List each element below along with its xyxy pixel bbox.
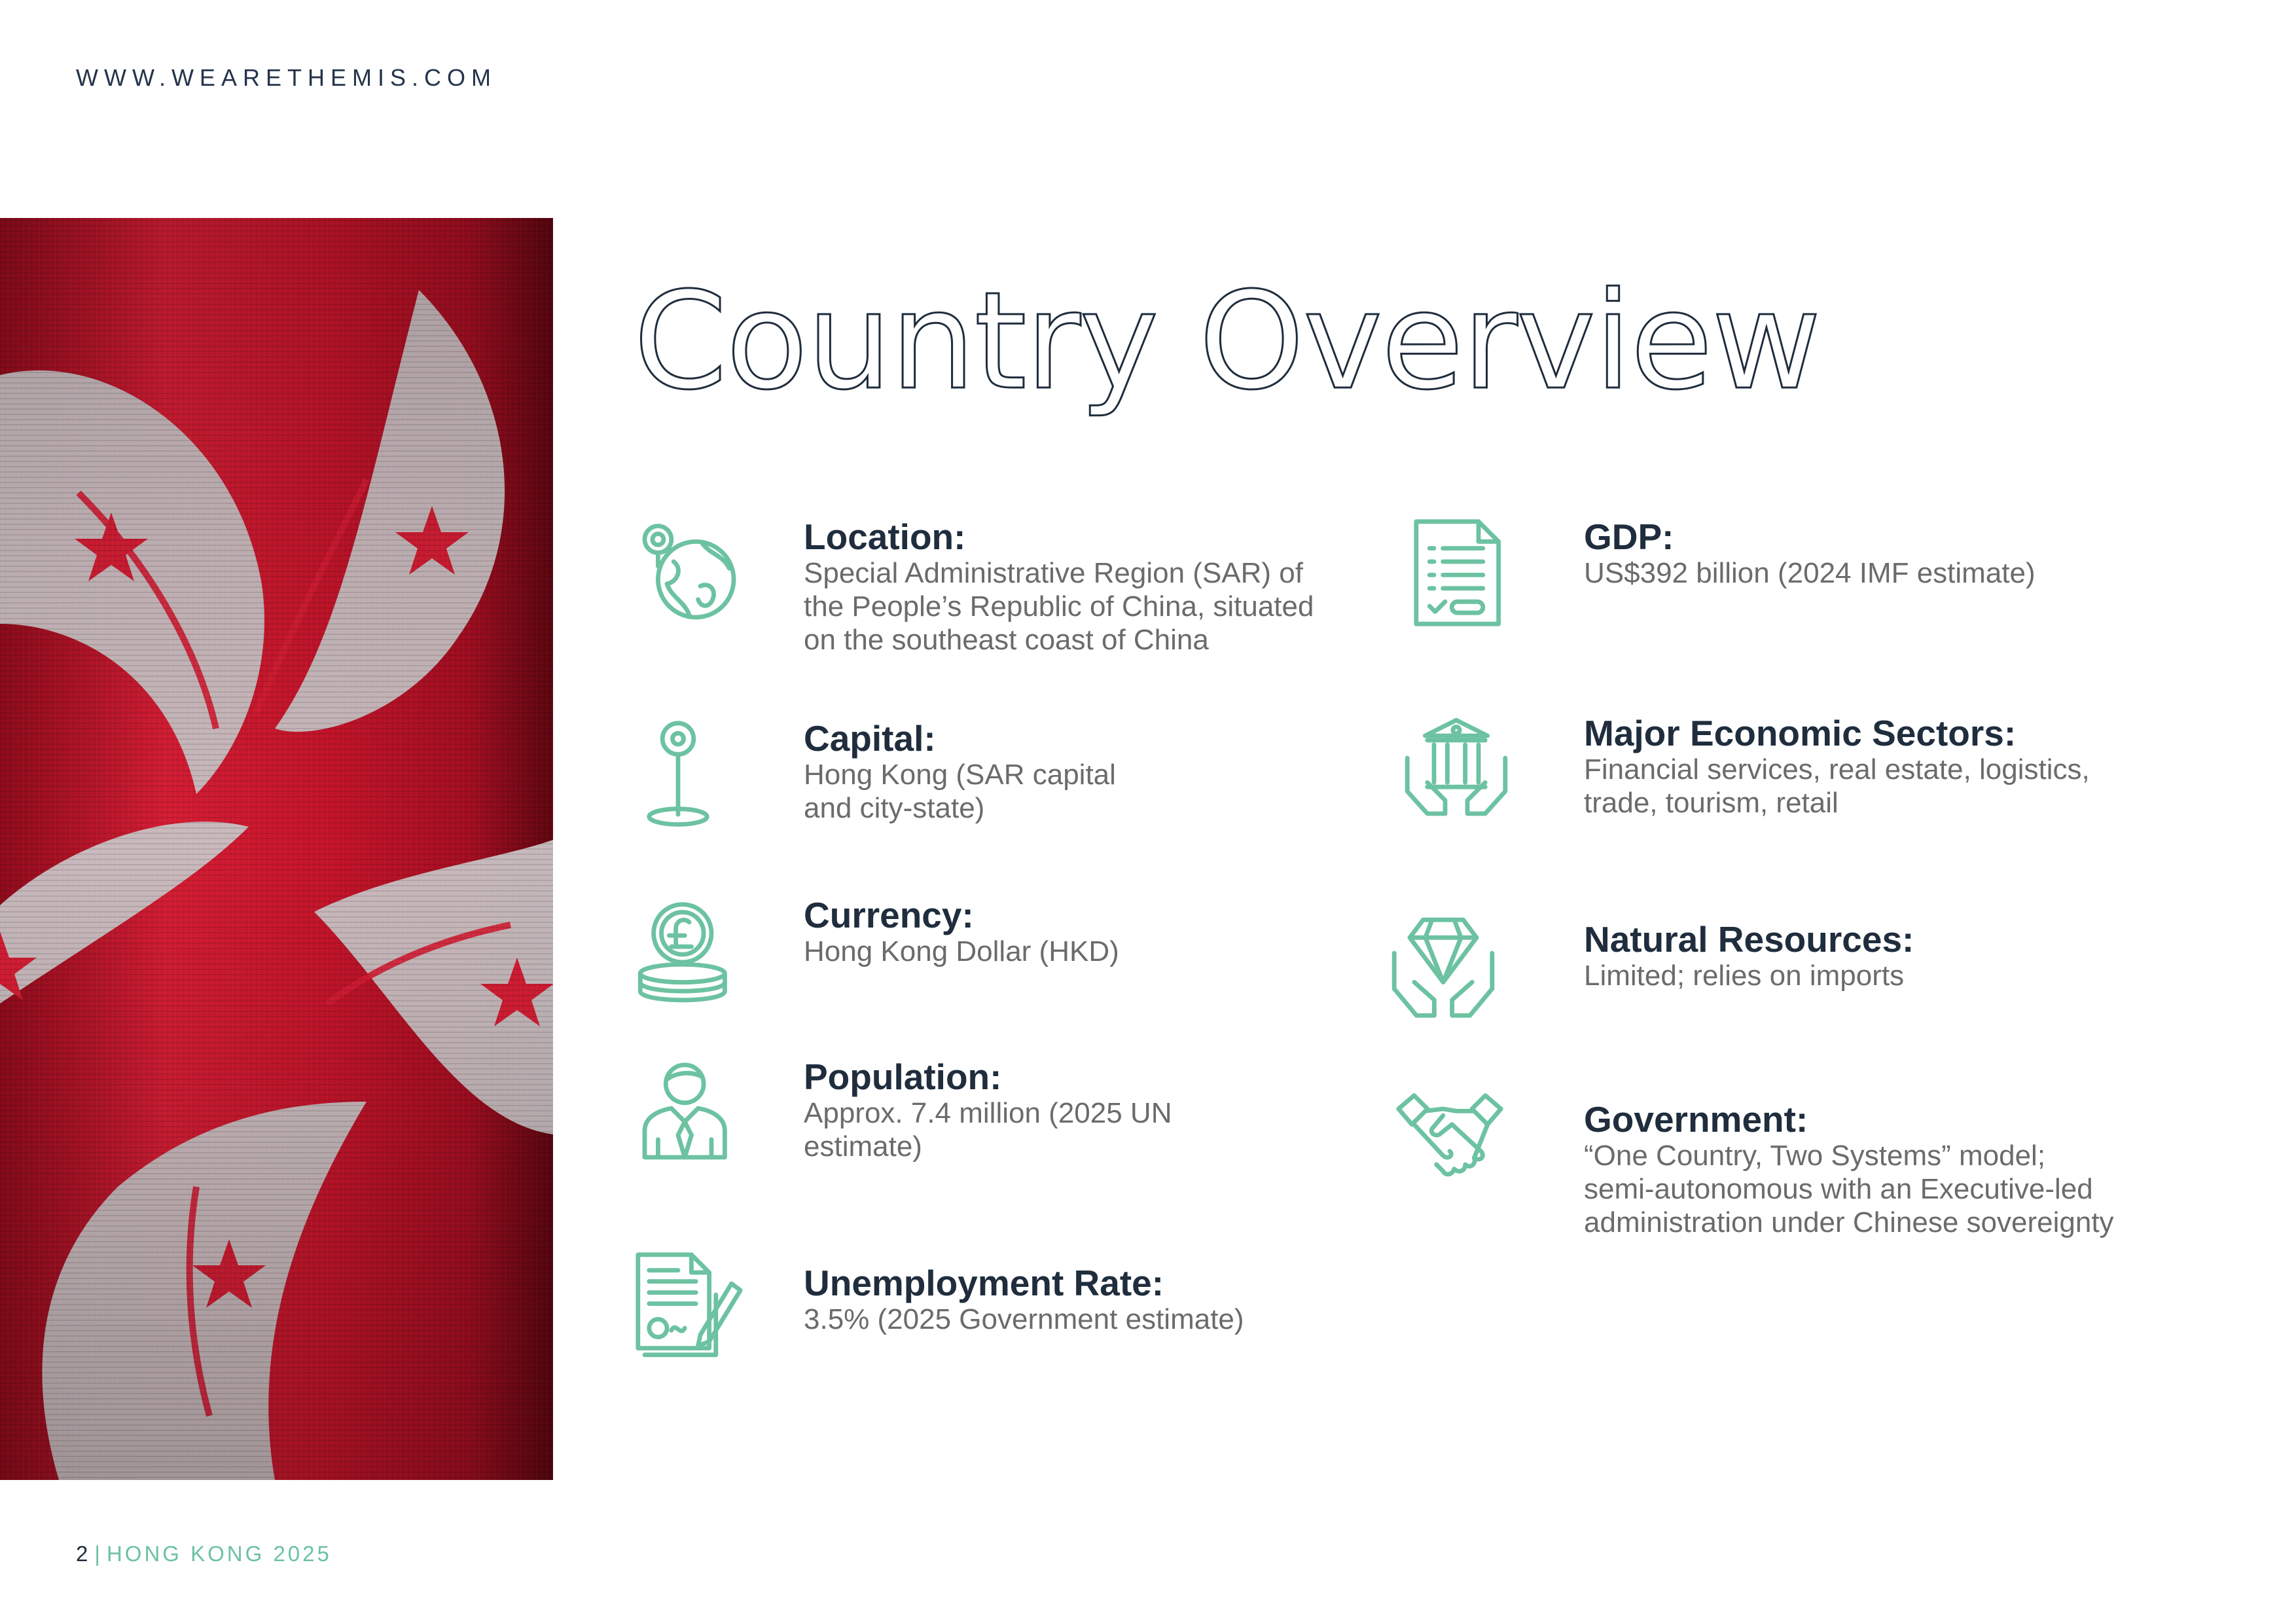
natural-resources-label: Natural Resources:	[1584, 919, 1914, 960]
footer-separator: |	[94, 1542, 103, 1566]
site-url: WWW.WEARETHEMIS.COM	[76, 64, 497, 91]
person-icon	[634, 1057, 745, 1168]
natural-resources-value: Limited; relies on imports	[1584, 960, 1905, 992]
map-pin-icon	[634, 719, 745, 830]
economic-sectors-label: Major Economic Sectors:	[1584, 713, 2017, 753]
unemployment-label: Unemployment Rate:	[804, 1263, 1164, 1303]
coin-stack-pound-icon	[634, 895, 745, 1007]
location-value: Special Administrative Region (SAR) of the People’s Republic of China, situated on the southeast coast of China	[804, 557, 1314, 656]
page-title: Country Overview	[634, 264, 1820, 420]
bank-in-hands-icon	[1401, 713, 1512, 825]
capital-value: Hong Kong (SAR capital and city-state)	[804, 759, 1116, 824]
handshake-icon	[1394, 1087, 1505, 1198]
document-checklist-icon	[1401, 517, 1512, 628]
diamond-in-hands-icon	[1388, 913, 1499, 1024]
economic-sectors-value: Financial services, real estate, logistics, trade, tourism, retail	[1584, 753, 2090, 819]
currency-label: Currency:	[804, 895, 974, 935]
hong-kong-flag-photo	[0, 218, 553, 1480]
population-label: Population:	[804, 1056, 1002, 1097]
government-label: Government:	[1584, 1099, 1808, 1140]
globe-location-icon	[634, 517, 745, 628]
page-number: 2	[76, 1542, 91, 1566]
gdp-label: GDP:	[1584, 516, 1674, 557]
population-value: Approx. 7.4 million (2025 UN estimate)	[804, 1097, 1172, 1163]
footer	[76, 1542, 332, 1566]
currency-value: Hong Kong Dollar (HKD)	[804, 935, 1119, 967]
document-title: HONG KONG 2025	[106, 1542, 332, 1566]
gdp-value: US$392 billion (2024 IMF estimate)	[1584, 557, 2036, 589]
capital-label: Capital:	[804, 718, 936, 759]
location-label: Location:	[804, 516, 966, 557]
unemployment-value: 3.5% (2025 Government estimate)	[804, 1303, 1244, 1335]
contract-pen-icon	[634, 1250, 745, 1362]
government-value: “One Country, Two Systems” model; semi-autonomous with an Executive-led administration under Chinese sovereignty	[1584, 1140, 2114, 1238]
